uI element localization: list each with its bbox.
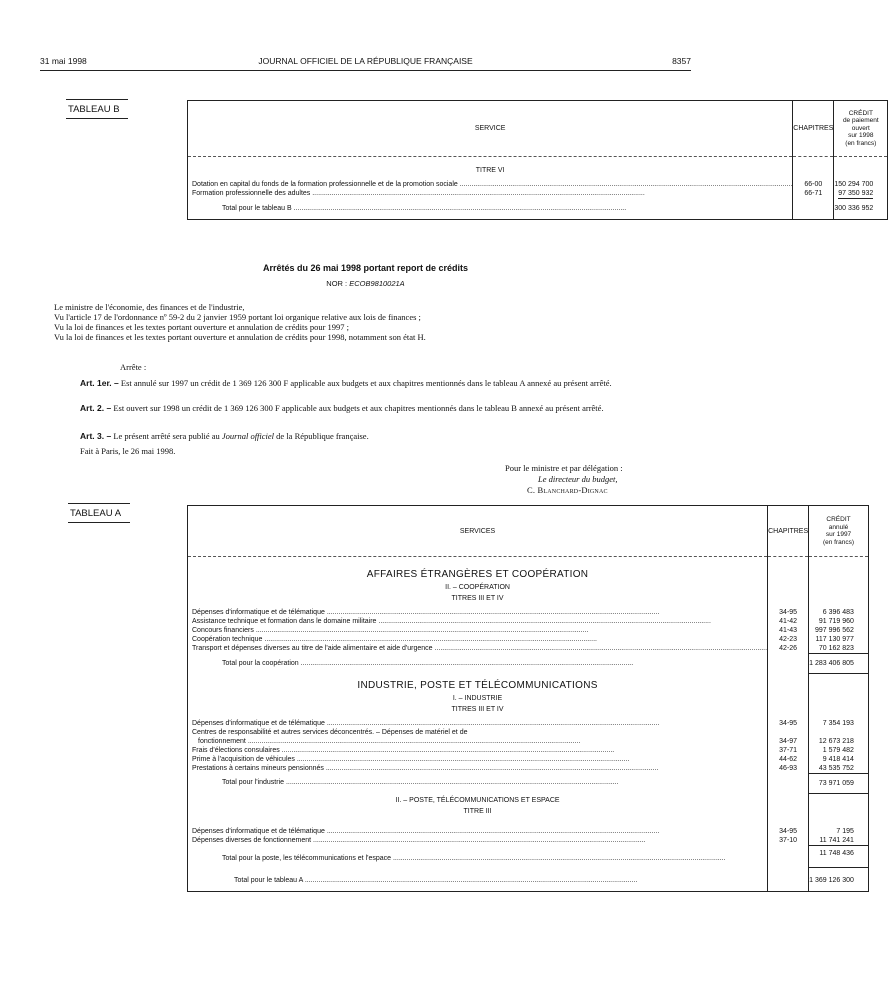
total-poste-row: Total pour la poste, les télécommunications et l'espace ..... 11 748 436 [188, 846, 869, 868]
tableau-b-total-row: Total pour le tableau B ..... 300 336 952 [188, 198, 888, 220]
tableau-b-total: 300 336 952 [834, 205, 874, 212]
arrete-word: Arrête : [120, 362, 147, 372]
tableau-a-rule-top [68, 503, 130, 504]
table-row: Coopération technique ..... 42-23 117 130 977 [188, 635, 869, 644]
tableau-a-grand-total: 1 369 126 300 [809, 877, 854, 884]
arrete-intro: Le ministre de l'économie, des finances et de l'industrie, Vu l'article 17 de l'ordonnance nº 59-2 du 2 janvier 1959 portant loi organique relative aux lois de finances ; Vu la loi de finances et les textes portant ouverture et annulation de crédits pour 1997 ; Vu la loi de finances et les textes portant ouverture et annulation de crédits pour 1998, notamment son état H. [54, 302, 426, 342]
tableau-b-col-credit: CRÉDIT de paiement ouvert sur 1998 (en francs) [834, 101, 888, 157]
subsection-cooperation: II. – COOPÉRATION [188, 580, 768, 591]
signature-block: Pour le ministre et par délégation : Le directeur du budget, C. Blanchard-Dignac [505, 463, 623, 495]
table-row: fonctionnement ..... 34-97 12 673 218 [188, 737, 869, 746]
header-rule [40, 70, 691, 71]
table-row: Dépenses diverses de fonctionnement ..... 37-10 11 741 241 [188, 836, 869, 846]
table-row: Dépenses d'informatique et de télématique ..... 34-95 6 396 483 [188, 608, 869, 617]
tableau-b-col-chapitres: CHAPITRES [793, 101, 834, 157]
fait-a-paris: Fait à Paris, le 26 mai 1998. [80, 446, 176, 456]
table-row: Assistance technique et formation dans le domaine militaire ..... 41-42 91 719 960 [188, 617, 869, 626]
tableau-a-rule-bottom [68, 522, 130, 523]
table-row: Transport et dépenses diverses au titre de l'aide alimentaire et aide d'urgence ..... 42-26 70 162 823 [188, 644, 869, 654]
tableau-a [187, 505, 869, 892]
tableau-a-col-credit: CRÉDIT annulé sur 1997 (en francs) [809, 506, 869, 557]
table-row: Frais d'élections consulaires ..... 37-71 1 579 482 [188, 746, 869, 755]
total-poste: 11 748 436 [809, 846, 869, 868]
arrete-title: Arrêtés du 26 mai 1998 portant report de crédits [262, 263, 469, 273]
article-2: Art. 2. – Est ouvert sur 1998 un crédit de 1 369 126 300 F applicable aux budgets et aux chapitres mentionnés dans le tableau B annexé au présent arrêté. [80, 403, 604, 413]
subsection-poste: II. – POSTE, TÉLÉCOMMUNICATIONS ET ESPACE [188, 793, 768, 804]
total-cooperation: 1 283 406 805 [809, 654, 869, 674]
table-row: Centres de responsabilité et autres services déconcentrés. – Dépenses de matériel et de [188, 728, 869, 737]
nor-code: ECOB9810021A [349, 279, 405, 288]
titres-heading: TITRES III ET IV [188, 591, 768, 608]
header-date: 31 mai 1998 [40, 56, 87, 66]
tableau-b-rule-bottom [66, 118, 128, 119]
total-industrie: 73 971 059 [809, 773, 869, 793]
tableau-b-section: TITRE VI [188, 157, 793, 181]
table-row: Prestations à certains mineurs pensionnés ..... 46-93 43 535 752 [188, 764, 869, 774]
tableau-a-grand-total-row: Total pour le tableau A ..... 1 369 126 300 [188, 868, 869, 892]
table-row: Dotation en capital du fonds de la formation professionnelle et de la promotion sociale ..... 66-00 150 294 700 [188, 180, 888, 189]
total-industrie-row: Total pour l'industrie ..... 73 971 059 [188, 773, 869, 793]
table-row: Dépenses d'informatique et de télématique ..... 34-95 7 354 193 [188, 719, 869, 728]
table-row: Prime à l'acquisition de véhicules ..... 44-62 9 418 414 [188, 755, 869, 764]
tableau-a-col-chapitres: CHAPITRES [768, 506, 809, 557]
header-title: JOURNAL OFFICIEL DE LA RÉPUBLIQUE FRANÇAISE [258, 56, 473, 66]
tableau-b [187, 100, 888, 220]
tableau-a-col-services: SERVICES [188, 506, 768, 557]
table-row: Formation professionnelle des adultes ..... 66-71 97 350 932 [188, 189, 888, 198]
titres-heading: TITRES III ET IV [188, 702, 768, 719]
table-row: Concours financiers ..... 41-43 997 996 562 [188, 626, 869, 635]
section-affaires-etrangeres: AFFAIRES ÉTRANGÈRES ET COOPÉRATION [188, 557, 768, 581]
article-1: Art. 1er. – Est annulé sur 1997 un crédit de 1 369 126 300 F applicable aux budgets et aux chapitres mentionnés dans le tableau A annexé au présent arrêté. [80, 378, 612, 388]
tableau-b-col-service: SERVICE [188, 101, 793, 157]
tableau-a-label: TABLEAU A [70, 508, 122, 519]
total-cooperation-row: Total pour la coopération ..... 1 283 406 805 [188, 654, 869, 674]
nor-line: NOR : ECOB9810021A [326, 279, 405, 288]
subsection-industrie: I. – INDUSTRIE [188, 691, 768, 702]
header-page-number: 8357 [672, 56, 691, 66]
tableau-b-rule-top [66, 99, 128, 100]
tableau-b-label: TABLEAU B [68, 104, 120, 115]
table-row: Dépenses d'informatique et de télématique ..... 34-95 7 195 [188, 827, 869, 836]
section-industrie: INDUSTRIE, POSTE ET TÉLÉCOMMUNICATIONS [188, 674, 768, 691]
titre-heading: TITRE III [188, 804, 768, 827]
article-3: Art. 3. – Le présent arrêté sera publié au Journal officiel de la République française. [80, 431, 369, 441]
